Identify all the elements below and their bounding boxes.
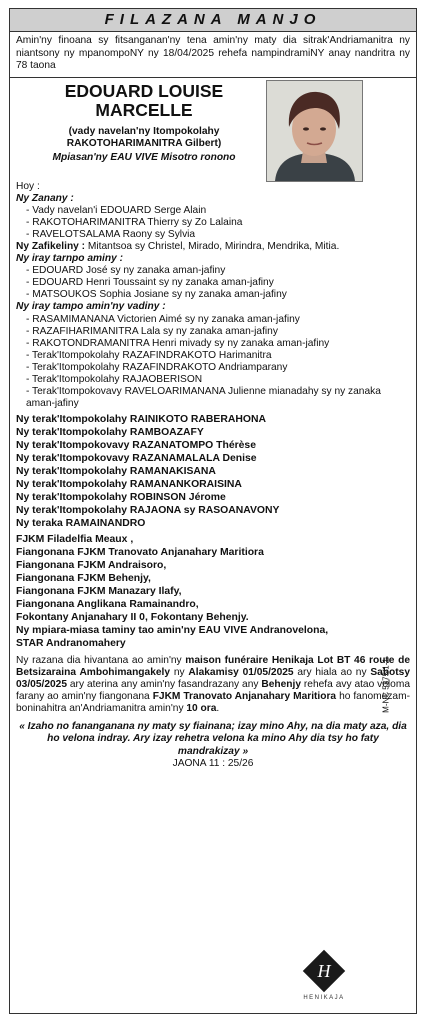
closing-text: ny	[170, 666, 189, 678]
deceased-block	[10, 78, 416, 181]
deceased-photo	[266, 80, 363, 182]
in-laws-label: Ny iray tampo amin'ny vadiny :	[16, 301, 166, 313]
relative-line: Ny terak'Itompokolahy RAMANANKORAISINA	[16, 478, 242, 490]
church-line: FJKM Filadelfia Meaux ,	[16, 534, 134, 546]
spouse-line-2: RAKOTOHARIMANITRA Gilbert)	[66, 137, 222, 149]
deceased-name	[10, 82, 278, 120]
logo-letter: H	[317, 961, 331, 981]
hoy-label: Hoy :	[16, 180, 40, 192]
church-line: Fiangonana FJKM Manazary Ilafy,	[16, 586, 182, 598]
in-law-item: - Terak'Itompokolahy RAJAOBERISON	[26, 374, 203, 385]
child-item: - RAVELOTSALAMA Raony sy Sylvia	[26, 228, 196, 240]
church-line: Fiangonana FJKM Tranovato Anjanahary Maritiora	[16, 547, 264, 559]
in-law-item: - Terak'Itompokovavy RAVELOARIMANANA Julienne mianadahy sy ny zanaka aman-jafiny	[26, 386, 381, 410]
relative-line: Ny terak'Itompokolahy RAMBOAZAFY	[16, 427, 204, 439]
children-label: Ny Zanany :	[16, 192, 74, 204]
church-line: Fokontany Anjanahary II 0, Fokontany Behenjy.	[16, 611, 249, 623]
burial-place: Behenjy	[261, 678, 302, 690]
relative-line: Ny terak'Itompokolahy RAMANAKISANA	[16, 465, 216, 477]
intro-text: Amin'ny finoana sy fitsanganan'ny tena amin'ny maty dia sitrak'Andriamanitra ny niantsony ny mpanompoNY ny 18/04/2025 rehefa nampindramiNY anay nandritra ny 78 taona	[10, 32, 416, 78]
funeral-details	[16, 655, 410, 715]
church-line: Ny mpiara-miasa taminy tao amin'ny EAU VIVE Andranovelona,	[16, 624, 329, 636]
grandchildren-line	[16, 241, 410, 253]
closing-text: .	[216, 702, 220, 714]
closing-text: rehefa avy atao veloma farany ao amin'ny fiangonana	[16, 678, 411, 702]
closing-text: ary hiala ao ny	[293, 666, 371, 678]
deceased-role: Mpiasan'ny EAU VIVE Misotro ronono	[52, 151, 236, 163]
arrival-date: Alakamisy 01/05/2025	[188, 666, 294, 678]
scripture-reference: JAONA 11 : 25/26	[172, 757, 254, 769]
sibling-item: - MATSOUKOS Sophia Josiane sy ny zanaka aman-jafiny	[26, 289, 287, 301]
in-law-item: - Terak'Itompokolahy RAZAFINDRAKOTO Harimanitra	[26, 349, 272, 361]
scripture-quote: « Izaho no fananganana ny maty sy fiainana; izay mino Ahy, na dia maty aza, dia ho velona indray. Ary izay rehetra velona ka mino Ahy dia tsy ho faty mandrakizay »	[19, 721, 407, 757]
sibling-item: - EDOUARD José sy ny zanaka aman-jafiny	[26, 265, 226, 277]
logo-caption: HENIKAJA	[303, 995, 345, 1001]
closing-text: ho fanomezam-boninahitra an'Andriamanitra amin'ny	[16, 690, 410, 714]
obituary-notice	[9, 8, 417, 1014]
notice-header: FILAZANA MANJO	[10, 9, 416, 32]
child-item: - RAKOTOHARIMANITRA Thierry sy Zo Lalaina	[26, 216, 243, 228]
notice-body	[10, 181, 416, 770]
church-name: FJKM Tranovato Anjanahary Maritiora	[152, 690, 337, 702]
relative-line: Ny terak'Itompokovavy RAZANAMALALA Denise	[16, 453, 257, 464]
publication-code: M-NC 5375/1-1	[381, 658, 391, 713]
church-line: Fiangonana FJKM Andraisoro,	[16, 560, 167, 572]
relative-line: Ny terak'Itompokovavy RAZANATOMPO Thérèse	[16, 440, 256, 452]
in-law-item: - RAZAFIHARIMANITRA Lala sy ny zanaka aman-jafiny	[26, 325, 278, 337]
relative-line: Ny terak'Itompokolahy RAJAONA sy RASOANAVONY	[16, 504, 280, 516]
relative-line: Ny terak'Itompokolahy RAINIKOTO RABERAHONA	[16, 414, 266, 426]
sibling-item: - EDOUARD Henri Toussaint sy ny zanaka aman-jafiny	[26, 277, 274, 289]
in-law-item: - RAKOTONDRAMANITRA Henri mivady sy ny zanaka aman-jafiny	[26, 337, 330, 349]
grandchildren-label: Ny Zafikeliny :	[16, 240, 86, 252]
closing-text: ary aterina any amin'ny fasandrazany any	[67, 678, 262, 690]
spouse-info	[10, 126, 278, 150]
church-line: Fiangonana FJKM Behenjy,	[16, 573, 151, 585]
service-time: 10 ora	[186, 702, 217, 714]
child-item: - Vady navelan'i EDOUARD Serge Alain	[26, 204, 207, 216]
in-law-item: - RASAMIMANANA Victorien Aimé sy ny zanaka aman-jafiny	[26, 313, 300, 325]
departure-date: Sabotsy 03/05/2025	[16, 666, 410, 690]
in-law-item: - Terak'Itompokolahy RAZAFINDRAKOTO Andriamparany	[26, 361, 288, 373]
name-line-2: MARCELLE	[95, 99, 193, 120]
name-line-1: EDOUARD LOUISE	[64, 80, 224, 101]
siblings-label: Ny iray tarnpo aminy :	[16, 253, 123, 265]
relative-line: Ny terak'Itompokolahy ROBINSON Jérome	[16, 491, 226, 503]
church-line: Fiangonana Anglikana Ramainandro,	[16, 598, 199, 610]
relative-line: Ny teraka RAMAINANDRO	[16, 517, 146, 529]
grandchildren-text: Mitantsoa sy Christel, Mirado, Mirindra, Mendrika, Mitia.	[85, 240, 340, 252]
funeral-home-logo	[294, 947, 354, 1007]
spouse-line-1: (vady navelan'ny Itompokolahy	[68, 125, 220, 137]
funeral-home: maison funéraire Henikaja Lot BT 46 route de Betsizaraina Ambohimangakely	[16, 654, 410, 678]
closing-text: Ny razana dia hivantana ao amin'ny	[16, 654, 186, 666]
church-line: STAR Andranomahery	[16, 637, 126, 649]
